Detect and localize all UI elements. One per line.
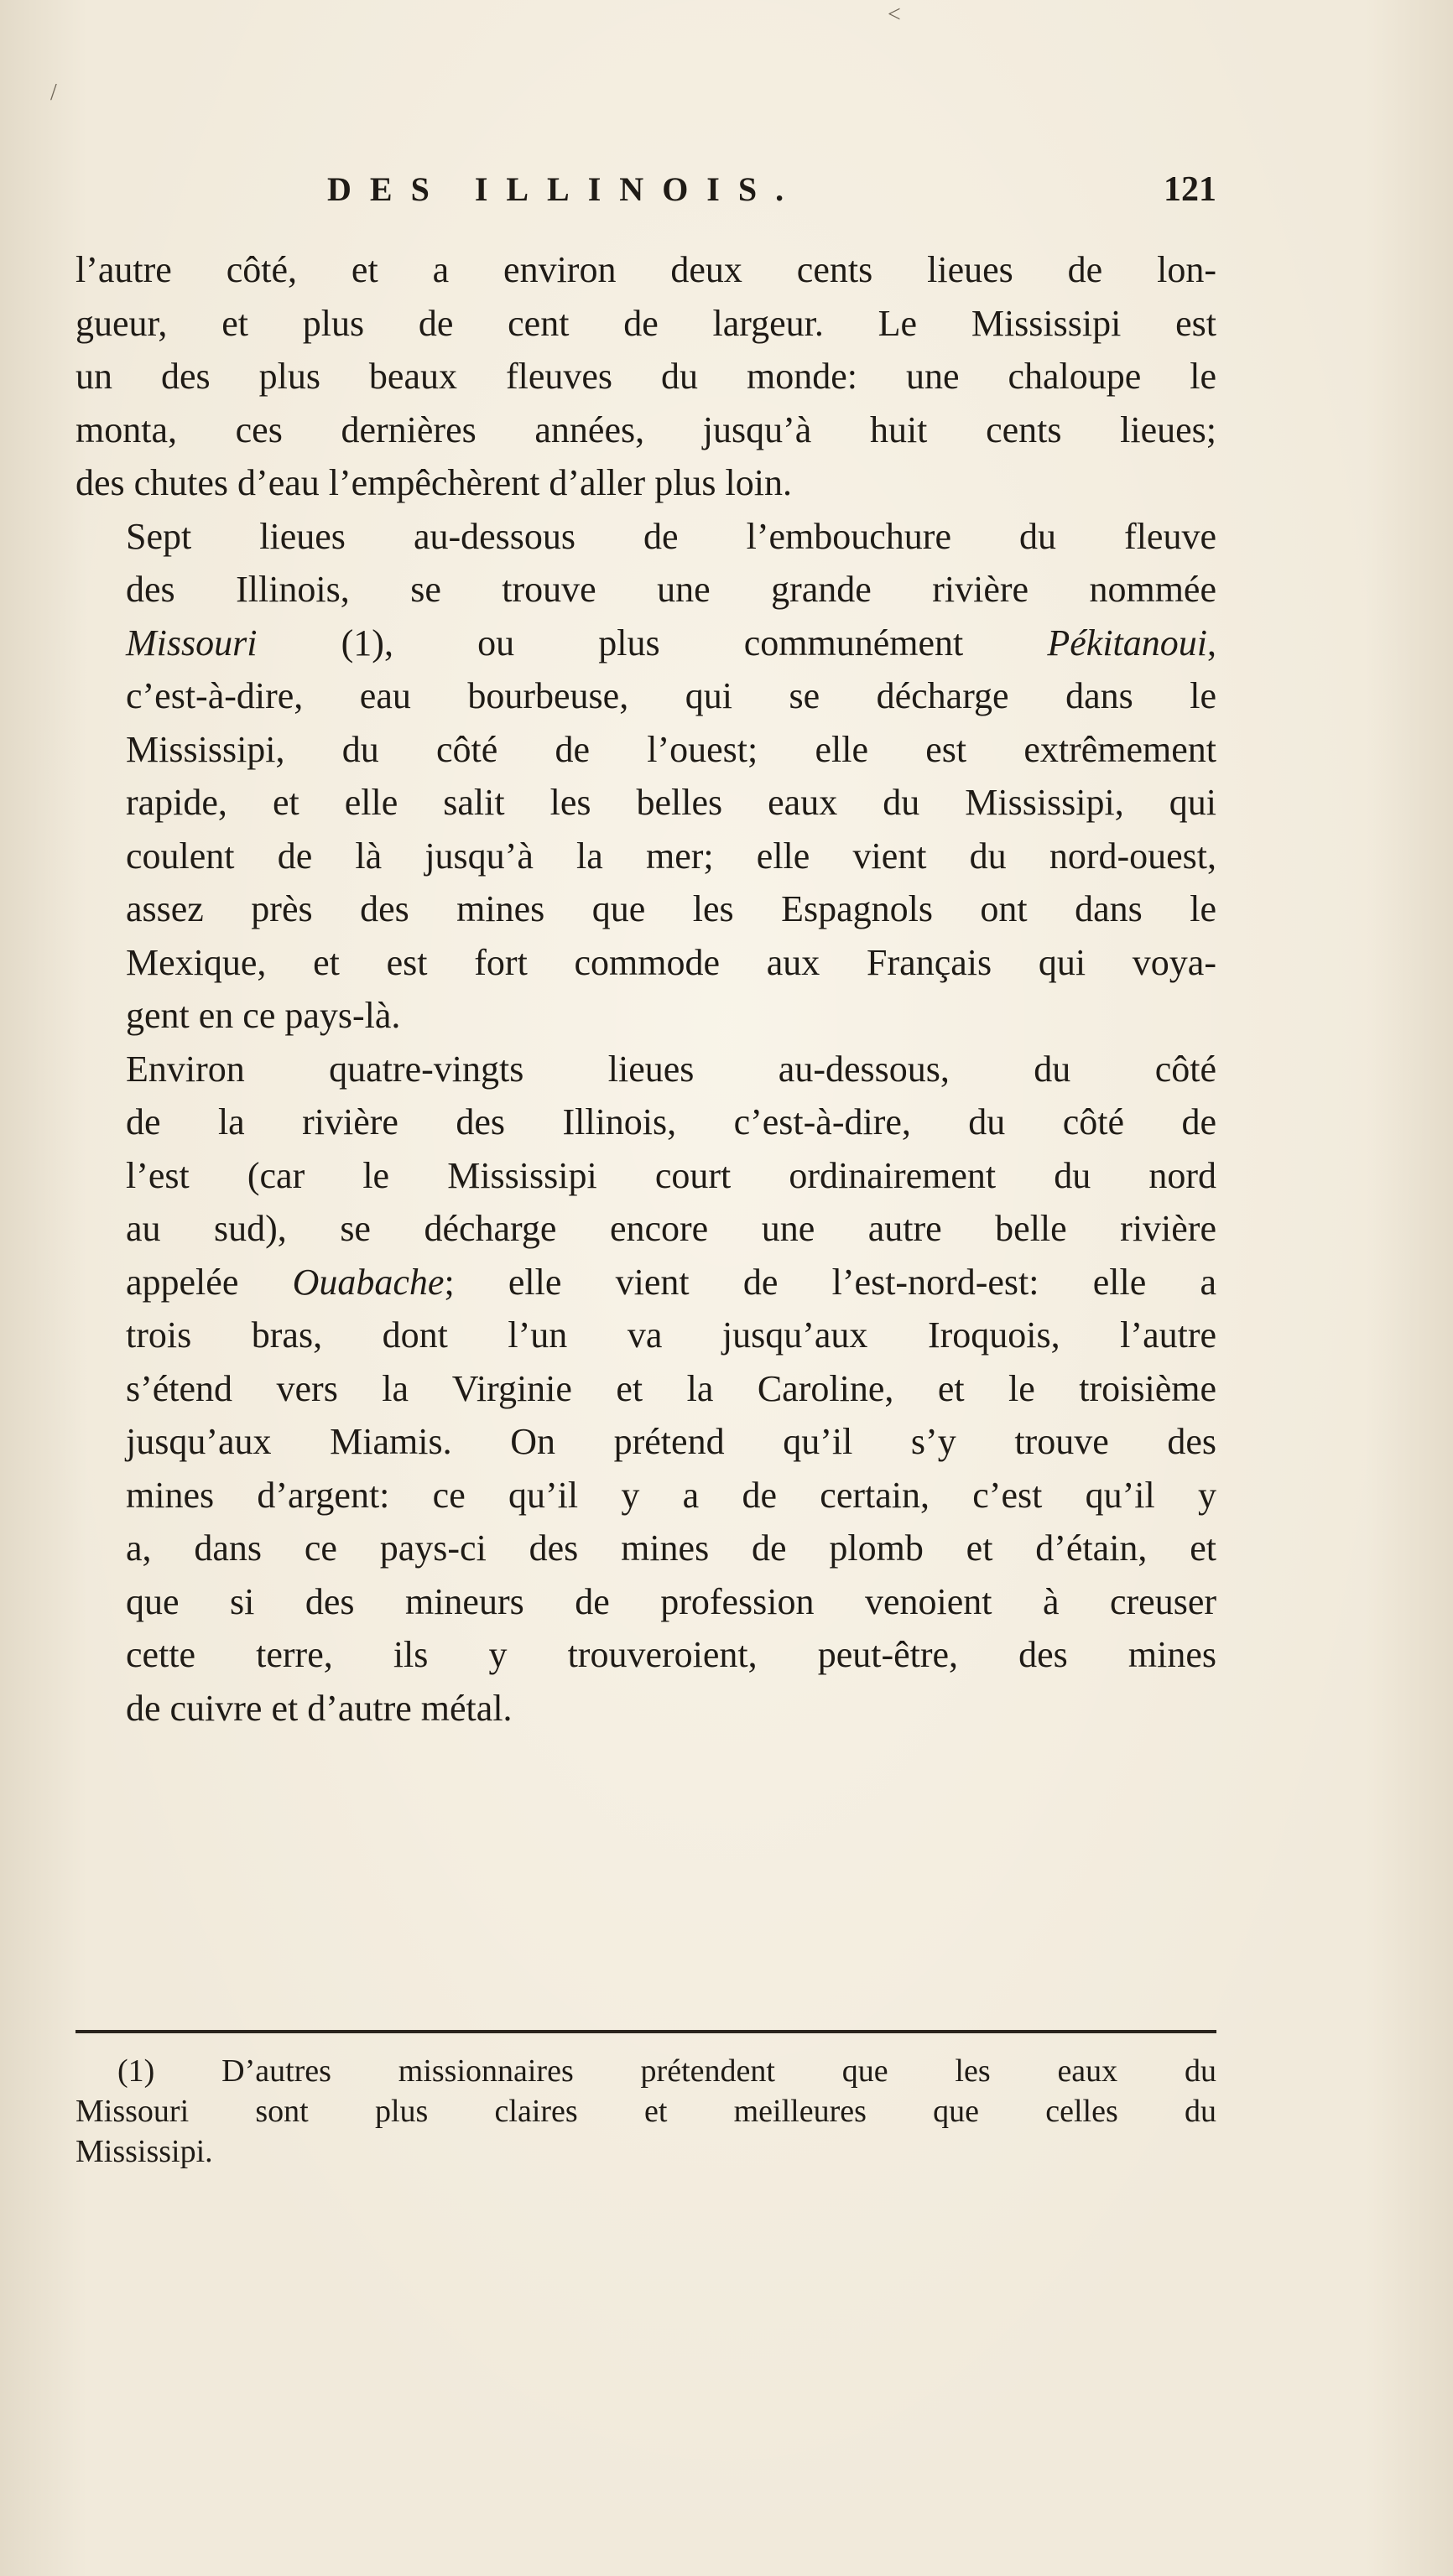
footnote-line: Missouri sont plus claires et meilleures que celles du: [76, 2094, 1216, 2129]
text-line: l’autre côté, et a environ deux cents lieues de lon-: [76, 249, 1216, 290]
text-line: l’est (car le Mississipi court ordinairement du nord: [126, 1154, 1216, 1196]
italic-term-ouabache: Ouabache: [292, 1261, 445, 1303]
text-line: de la rivière des Illinois, c’est-à-dire, du côté de: [126, 1101, 1216, 1142]
text-line: Environ quatre-vingts lieues au-dessous, du côté: [126, 1048, 1216, 1090]
text-fragment: ; elle vient de l’est-nord-est: elle a: [444, 1261, 1217, 1303]
text-line: assez près des mines que les Espagnols ont dans le: [126, 888, 1216, 929]
text-line: Sept lieues au-dessous de l’embouchure du fleuve: [126, 515, 1216, 557]
text-line: coulent de là jusqu’à la mer; elle vient du nord-ouest,: [126, 835, 1216, 877]
text-line: de cuivre et d’autre métal.: [126, 1687, 513, 1729]
text-line: que si des mineurs de profession venoient à creuser: [126, 1580, 1216, 1622]
text-fragment: (1), ou plus communément: [257, 622, 1048, 664]
running-title: DES ILLINOIS.: [327, 170, 803, 208]
text-line: Mexique, et est fort commode aux Français qui voya-: [126, 941, 1216, 983]
text-fragment: ,: [1207, 622, 1216, 664]
body-text: [76, 243, 1216, 1735]
text-line: rapide, et elle salit les belles eaux du Mississipi, qui: [126, 782, 1216, 823]
text-line: Mississipi, du côté de l’ouest; elle est extrêmement: [126, 728, 1216, 770]
italic-term-missouri: Missouri: [126, 622, 258, 664]
text-line: gent en ce pays-là.: [126, 995, 401, 1036]
text-line: monta, ces dernières années, jusqu’à huit cents lieues;: [76, 409, 1216, 450]
pencil-mark-top-center: <: [888, 2, 901, 28]
text-line: a, dans ce pays-ci des mines de plomb et d’étain, et: [126, 1527, 1216, 1569]
text-line: jusqu’aux Miamis. On prétend qu’il s’y trouve des: [126, 1421, 1216, 1462]
paragraph-1: [76, 243, 1216, 510]
text-line: des chutes d’eau l’empêchèrent d’aller plus loin.: [76, 462, 793, 503]
text-line: s’étend vers la Virginie et la Caroline, et le troisième: [126, 1367, 1216, 1409]
text-line: cette terre, ils y trouveroient, peut-être, des mines: [126, 1634, 1216, 1675]
footnote: [76, 2051, 1216, 2172]
paragraph-3: [76, 1043, 1216, 1736]
running-head: [76, 164, 1216, 215]
text-line: c’est-à-dire, eau bourbeuse, qui se décharge dans le: [126, 675, 1216, 716]
pencil-mark-top-left: /: [50, 80, 57, 106]
footnote-line: (1) D’autres missionnaires prétendent que les eaux du: [117, 2053, 1216, 2089]
text-line: mines d’argent: ce qu’il y a de certain, c’est qu’il y: [126, 1474, 1216, 1516]
text-line-mixed: [76, 1256, 1216, 1309]
text-line: au sud), se décharge encore une autre belle rivière: [126, 1208, 1216, 1249]
text-fragment: appelée: [126, 1261, 293, 1303]
page-number: 121: [1164, 170, 1216, 209]
text-line: des Illinois, se trouve une grande rivière nommée: [126, 569, 1216, 610]
paragraph-2: [76, 510, 1216, 1043]
text-line: gueur, et plus de cent de largeur. Le Mississipi est: [76, 302, 1216, 344]
text-line: un des plus beaux fleuves du monde: une chaloupe le: [76, 356, 1216, 397]
footnote-line: Mississipi.: [76, 2134, 213, 2169]
italic-term-pekitanoui: Pékitanoui: [1047, 622, 1207, 664]
text-line-mixed: [76, 617, 1216, 670]
text-line: trois bras, dont l’un va jusqu’aux Iroquois, l’autre: [126, 1314, 1216, 1356]
footnote-rule: [76, 2030, 1216, 2033]
